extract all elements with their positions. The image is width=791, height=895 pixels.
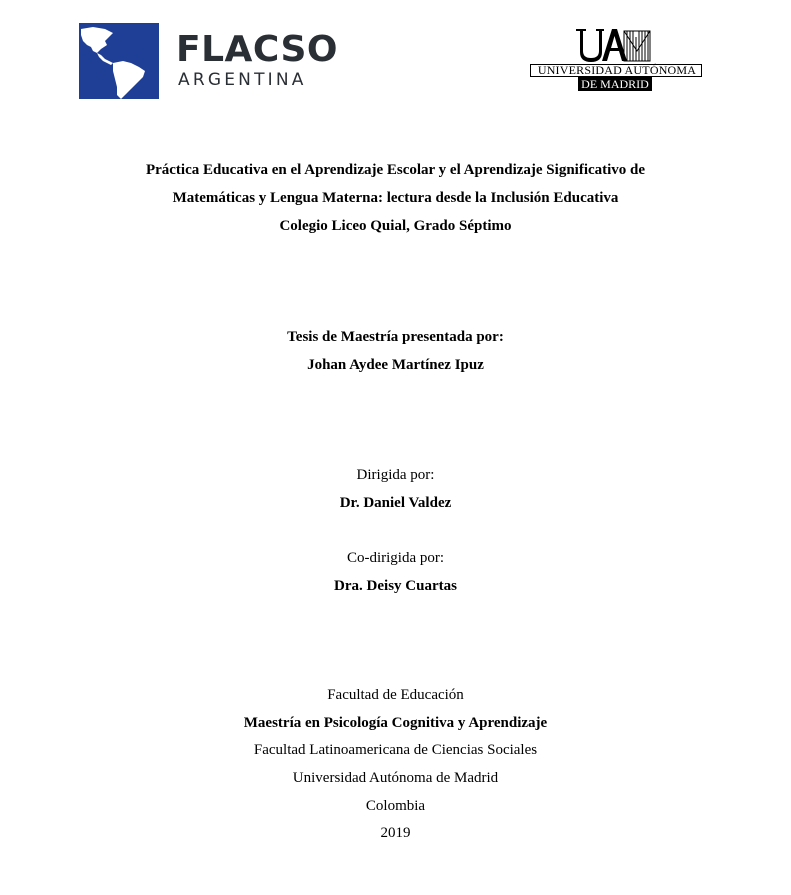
program: Maestría en Psicología Cognitiva y Aprendizaje: [243, 715, 548, 731]
director-label: Dirigida por:: [356, 467, 435, 483]
uam-logo: [530, 25, 705, 95]
flacso-name: FLACSO: [176, 29, 339, 70]
country: Colombia: [365, 798, 426, 814]
uam-name-box: [530, 64, 702, 77]
flacso-logo: [79, 23, 344, 99]
university: Universidad Autónoma de Madrid: [292, 770, 499, 786]
uam-city-box: [578, 77, 652, 91]
americas-map-icon: [79, 23, 159, 99]
thesis-title-line-1: Práctica Educativa en el Aprendizaje Escolar y el Aprendizaje Significativo de: [145, 162, 646, 178]
uam-monogram-icon: [574, 27, 654, 63]
author-label: Tesis de Maestría presentada por:: [287, 329, 504, 345]
director-name: Dr. Daniel Valdez: [339, 495, 452, 511]
year: 2019: [380, 825, 411, 841]
uam-city: DE MADRID: [581, 77, 649, 91]
co-director-label: Co-dirigida por:: [346, 550, 445, 566]
co-director-name: Dra. Deisy Cuartas: [334, 578, 457, 594]
thesis-title-line-3: Colegio Liceo Quial, Grado Séptimo: [279, 218, 512, 234]
flacso-country: ARGENTINA: [178, 70, 307, 90]
uam-name: UNIVERSIDAD AUTÓNOMA: [537, 63, 697, 77]
author-name: Johan Aydee Martínez Ipuz: [307, 357, 484, 373]
faculty: Facultad de Educación: [327, 687, 464, 703]
school: Facultad Latinoamericana de Ciencias Sociales: [253, 742, 538, 758]
thesis-title-line-2: Matemáticas y Lengua Materna: lectura desde la Inclusión Educativa: [172, 190, 619, 206]
